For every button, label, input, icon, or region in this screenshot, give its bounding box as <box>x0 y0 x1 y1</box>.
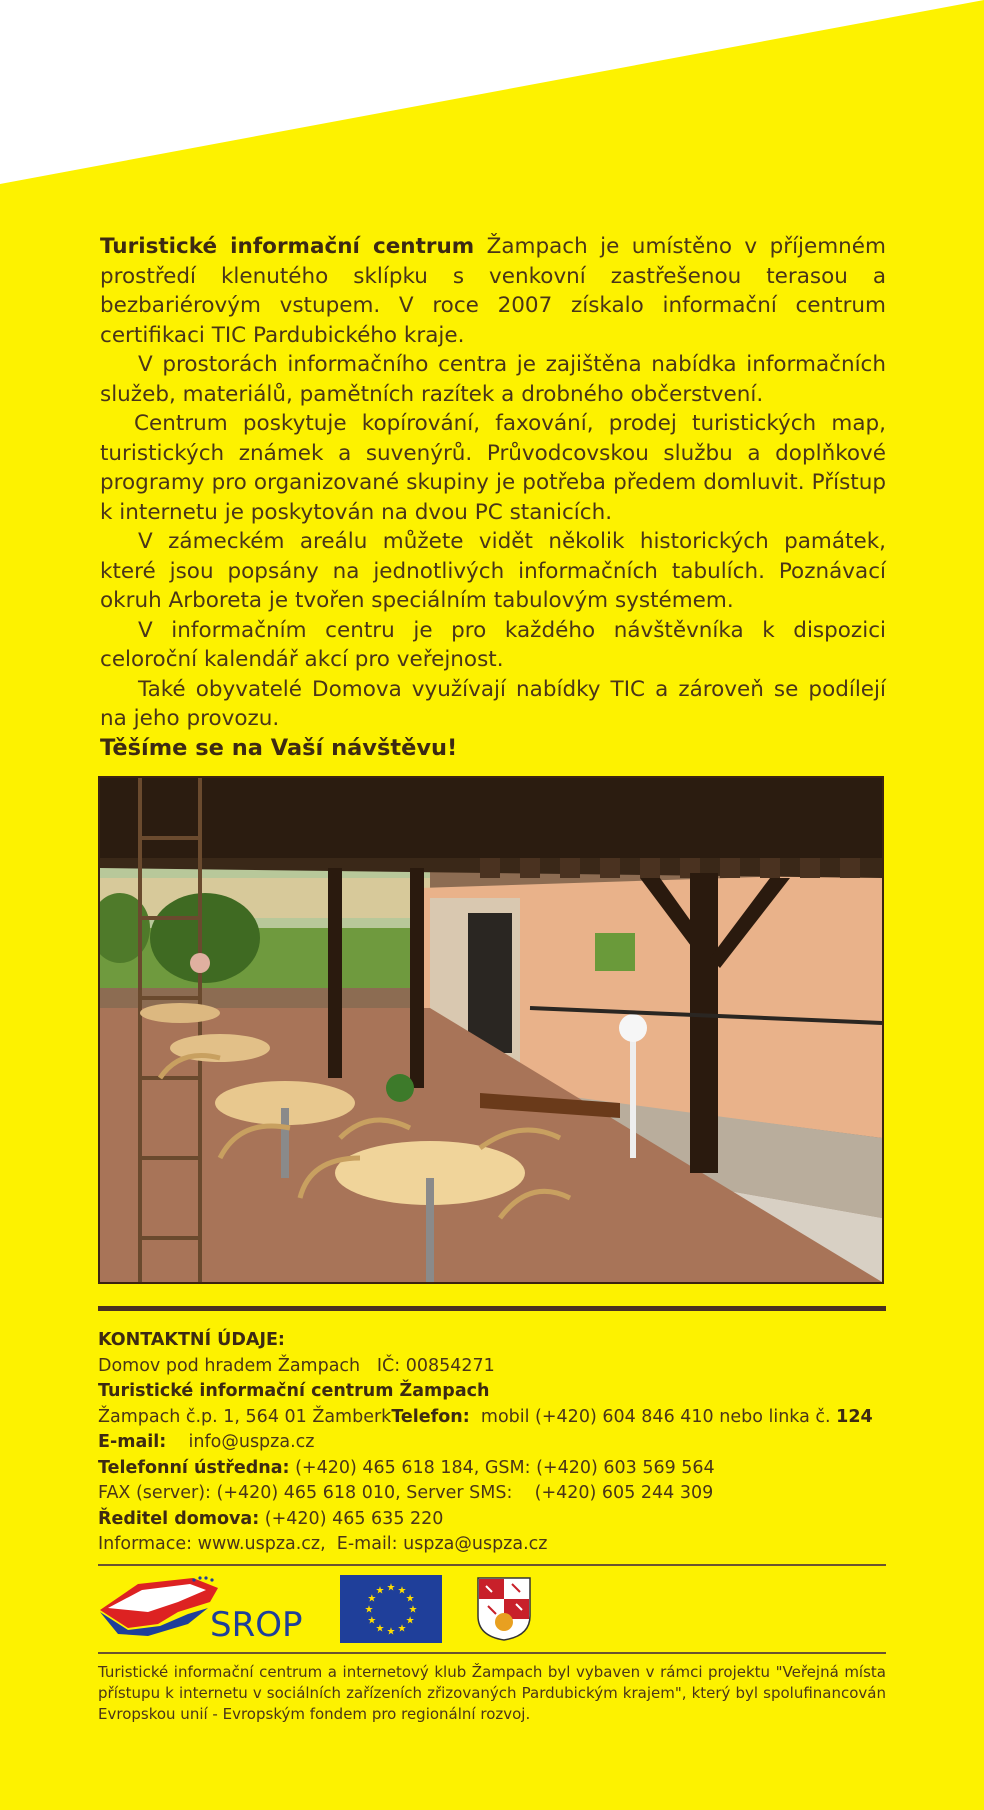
email-line <box>98 1430 888 1456</box>
logos-top-divider <box>98 1564 886 1566</box>
eu-star-icon: ★ <box>408 1604 418 1616</box>
switchboard-line <box>98 1456 888 1482</box>
email-label: E-mail: <box>98 1432 167 1452</box>
paragraph-5: V informačním centru je pro každého návštěvníka k dispozici celoroční kalendář akcí pro veřejnost. <box>100 617 886 672</box>
eu-star-icon: ★ <box>367 1593 377 1605</box>
eu-star-icon: ★ <box>397 1623 407 1635</box>
address-line <box>98 1405 888 1431</box>
paragraph-1-text: Žampach je umístěno v příjemném prostředí klenutého sklípku s venkovní zastřešenou terasou a bezbariérovým vstupem. V roce 2007 získalo informační centrum certifikaci TIC Pardubického kraje. <box>100 234 886 348</box>
paragraph-3: Centrum poskytuje kopírování, faxování, prodej turistických map, turistických známek a suvenýrů. Průvodcovskou službu a doplňkové programy pro organizované skupiny je potřeba předem domluvit. Přístup k internetu je poskytován na dvou PC stanicích. <box>100 411 886 525</box>
tic-name: Turistické informační centrum Žampach <box>98 1381 490 1401</box>
eu-flag-icon <box>340 1575 442 1643</box>
pardubice-region-crest-icon <box>476 1576 532 1642</box>
lead-bold: Turistické informační centrum <box>100 234 475 259</box>
terrace-photo <box>98 776 884 1284</box>
email-link[interactable]: info@uspza.cz <box>188 1432 315 1452</box>
paragraph-6: Také obyvatelé Domova využívají nabídky TIC a zároveň se podílejí na jeho provozu. <box>100 676 886 731</box>
logos-bottom-divider <box>98 1652 886 1654</box>
eu-star-icon: ★ <box>405 1593 415 1605</box>
director-label: Ředitel domova: <box>98 1508 260 1529</box>
org-name: Domov pod hradem Žampach <box>98 1355 361 1376</box>
paragraph-2: V prostorách informačního centra je zajištěna nabídka informačních služeb, materiálů, pamětních razítek a drobného občerstvení. <box>100 352 886 407</box>
phone-value: mobil (+420) 604 846 410 nebo linka č. <box>480 1406 831 1427</box>
eu-star-icon: ★ <box>375 1623 385 1635</box>
eu-star-icon: ★ <box>386 1626 396 1638</box>
closing-line: Těšíme se na Vaší návštěvu! <box>100 734 458 761</box>
srop-logo <box>98 1572 308 1642</box>
project-note: Turistické informační centrum a internetový klub Žampach byl vybaven v rámci projektu "Veřejná místa přístupu k internetu v sociálních zařízeních zřizovaných Pardubickým krajem", který byl spolufinancován Evropskou unií - Evropským fondem pro regionální rozvoj. <box>98 1663 886 1723</box>
terrace-photo-illustration <box>100 778 882 1282</box>
sponsor-logos <box>98 1572 886 1642</box>
paragraph-1 <box>100 232 886 350</box>
phone-extension: 124 <box>836 1406 873 1427</box>
director-value: (+420) 465 635 220 <box>264 1508 444 1529</box>
director-line <box>98 1507 888 1533</box>
switchboard-label: Telefonní ústředna: <box>98 1457 290 1478</box>
eu-star-icon: ★ <box>367 1615 377 1627</box>
fax-line: FAX (server): (+420) 465 618 010, Server SMS: (+420) 605 244 309 <box>98 1483 714 1503</box>
org-line <box>98 1354 888 1380</box>
paragraph-4: V zámeckém areálu můžete vidět několik historických památek, které jsou popsány na jednotlivých informačních tabulích. Poznávací okruh Arboreta je tvořen speciálním tabulovým systémem. <box>100 529 886 613</box>
tic-name-line <box>98 1379 888 1405</box>
section-divider <box>98 1306 886 1311</box>
address: Žampach č.p. 1, 564 01 Žamberk <box>98 1406 392 1427</box>
eu-star-icon: ★ <box>386 1582 396 1594</box>
srop-wordmark: SROP <box>210 1605 303 1642</box>
switchboard-value: (+420) 465 618 184, GSM: (+420) 603 569 564 <box>295 1457 715 1478</box>
eu-star-icon: ★ <box>405 1615 415 1627</box>
eu-star-icon: ★ <box>375 1585 385 1597</box>
article-text <box>100 232 886 763</box>
contacts-heading-line <box>98 1328 888 1354</box>
phone-label: Telefon: <box>391 1406 470 1427</box>
info-line: Informace: www.uspza.cz, E-mail: uspza@uspza.cz <box>98 1534 548 1554</box>
contact-details <box>98 1328 888 1558</box>
contacts-heading: KONTAKTNÍ ÚDAJE: <box>98 1330 285 1350</box>
eu-star-icon: ★ <box>364 1604 374 1616</box>
eu-star-icon: ★ <box>397 1585 407 1597</box>
org-ic: IČ: 00854271 <box>376 1355 495 1376</box>
